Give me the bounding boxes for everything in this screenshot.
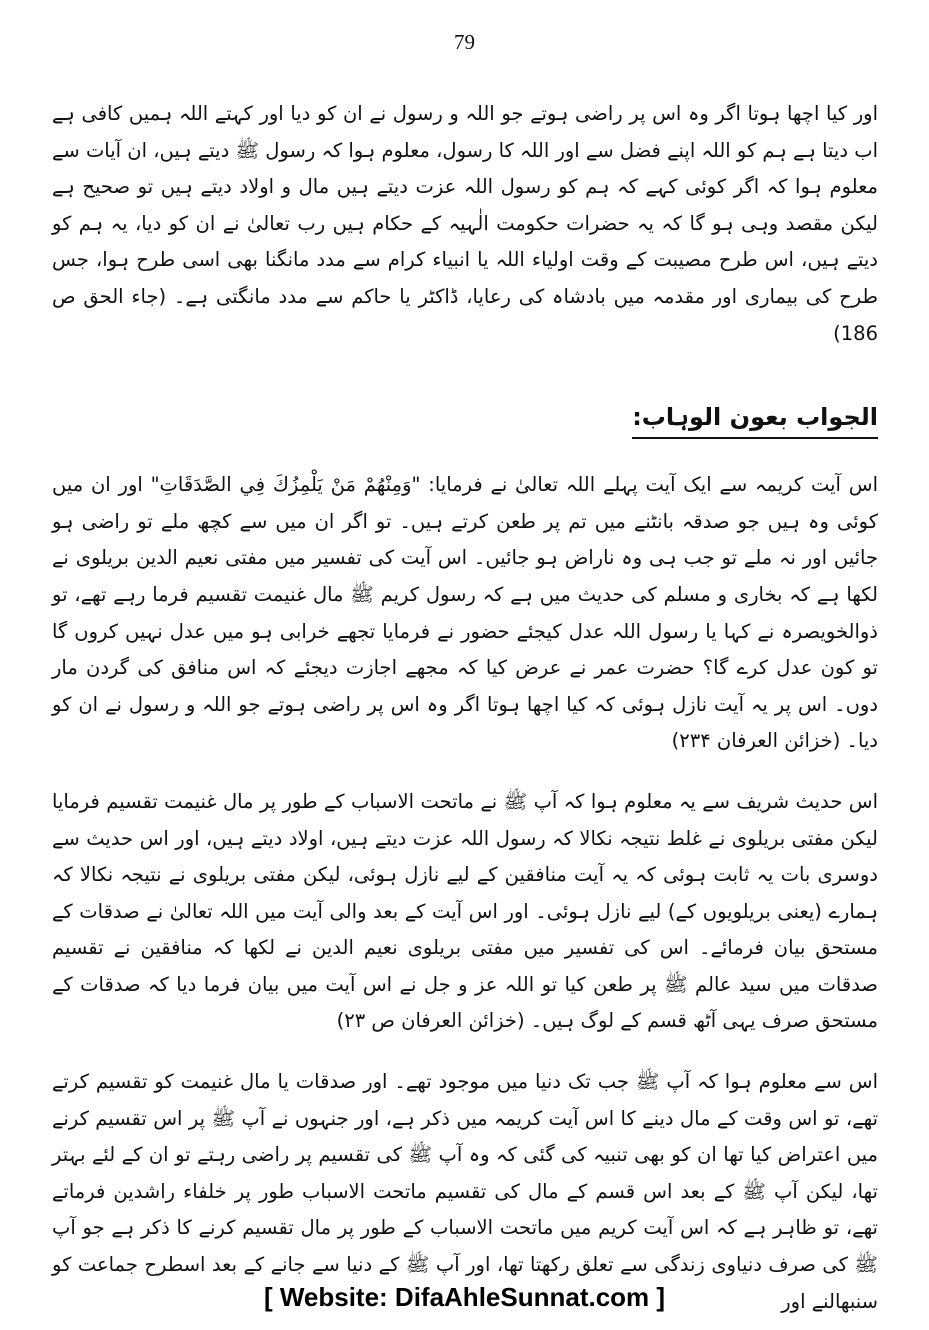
website-footer: [ Website: DifaAhleSunnat.com ] — [263, 1282, 666, 1312]
paragraph-3: اس سے معلوم ہوا کہ آپ ﷺ جب تک دنیا میں موجود تھے۔ اور صدقات یا مال غنیمت کو تقسیم کرتے تھے، تو اس وقت کے مال دینے کا اس آیت کریمہ میں ذکر ہے، اور جنہوں نے آپ ﷺ پر اس تقسیم کرنے میں اعتراض کیا تھا ان کو بھی تنبیہ کی گئی کہ وہ آپ ﷺ کی تقسیم پر راضی رہتے تو ان کے لئے بہتر تھا، لیکن آپ ﷺ کے بعد اس قسم کے مال کی تقسیم ماتحت الاسباب طور پر خلفاء راشدین فرماتے تھے، تو ظاہر ہے کہ اس آیت کریم میں ماتحت الاسباب کے طور پر مال تقسیم کرنے کا ذکر ہے جو آپ ﷺ کی صرف دنیاوی زندگی سے تعلق رکھتا تھا، اور آپ ﷺ کے دنیا سے جانے کے بعد اسطرح جماعت کو سنبھالنے اور — [52, 1070, 878, 1313]
paragraph-1: اس آیت کریمہ سے ایک آیت پہلے اللہ تعالیٰ نے فرمایا: "وَمِنْهُمْ مَنْ يَلْمِزُكَ فِي الصَّدَقَاتِ" اور ان میں کوئی وہ ہیں جو صدقہ بانٹنے میں تم پر طعن کرتے ہیں۔ تو اگر ان میں سے کچھ ملے تو راضی ہو جائیں اور نہ ملے تو جب ہی وہ ناراض ہو جائیں۔ اس آیت کی تفسیر میں مفتی نعیم الدین بریلوی نے لکھا ہے کہ بخاری و مسلم کی حدیث میں ہے کہ رسول کریم ﷺ مال غنیمت تقسیم فرما رہے تھے، تو ذوالخویصرہ نے کہا یا رسول اللہ عدل کیجئے حضور نے فرمایا تجھے خرابی ہو میں عدل نہیں کروں گا تو کون عدل کرے گا؟ حضرت عمر نے عرض کیا کہ مجھے اجازت دیجئے کہ اس منافق کی گردن مار دوں۔ اس پر یہ آیت نازل ہوئی کہ کیا اچھا ہوتا اگر وہ اس پر راضی ہوتے جو اللہ و رسول نے ان کو دیا۔ (خزائن العرفان ۲۳۴) — [52, 473, 878, 753]
page-body — [52, 96, 878, 1320]
section-heading — [52, 400, 878, 439]
section-heading-text: الجواب بعون الوہاب: — [632, 400, 878, 439]
paragraph-2: اس حدیث شریف سے یہ معلوم ہوا کہ آپ ﷺ نے ماتحت الاسباب کے طور پر مال غنیمت تقسیم فرمایا لیکن مفتی بریلوی نے غلط نتیجہ نکالا کہ رسول اللہ عزت دیتے ہیں، اولاد دیتے ہیں، اور اس حدیث سے دوسری بات یہ ثابت ہوئی کہ یہ آیت منافقین کے لیے نازل ہوئی، لیکن مفتی بریلوی نے نتیجہ نکالا کہ ہمارے (یعنی بریلویوں کے) لیے نازل ہوئی۔ اور اس آیت کے بعد والی آیت میں اللہ تعالیٰ نے صدقات کے مستحق بیان فرمائے۔ اس کی تفسیر میں مفتی بریلوی نعیم الدین نے لکھا کہ منافقین نے تقسیم صدقات میں سید عالم ﷺ پر طعن کیا تو اللہ عز و جل نے اس آیت میں بیان فرما دیا کہ صدقات کے مستحق صرف یہی آٹھ قسم کے لوگ ہیں۔ (خزائن العرفان ص ۲۳) — [52, 789, 878, 1033]
page-number: 79 — [454, 30, 475, 54]
intro-paragraph: اور کیا اچھا ہوتا اگر وہ اس پر راضی ہوتے جو اللہ و رسول نے ان کو دیا اور کہتے اللہ ہمیں کافی ہے اب دیتا ہے ہم کو اللہ اپنے فضل سے اور اللہ کا رسول، معلوم ہوا کہ رسول ﷺ دیتے ہیں، ان آیات سے معلوم ہوا کہ اگر کوئی کہے کہ ہم کو رسول اللہ عزت دیتے ہیں مال و اولاد دیتے ہیں تو صحیح ہے لیکن مقصد وہی ہو گا کہ یہ حضرات حکومت الٰہیہ کے حکام ہیں رب تعالیٰ نے ان کو دیا، یہ ہم کو دیتے ہیں، اس طرح مصیبت کے وقت اولیاء اللہ یا انبیاء کرام سے مدد مانگنا بھی اسی طرح ہوا، جس طرح کی بیماری اور مقدمہ میں بادشاہ کی رعایا، ڈاکٹر یا حاکم سے مدد مانگتی ہے۔ (جاء الحق ص 186) — [51, 102, 878, 345]
